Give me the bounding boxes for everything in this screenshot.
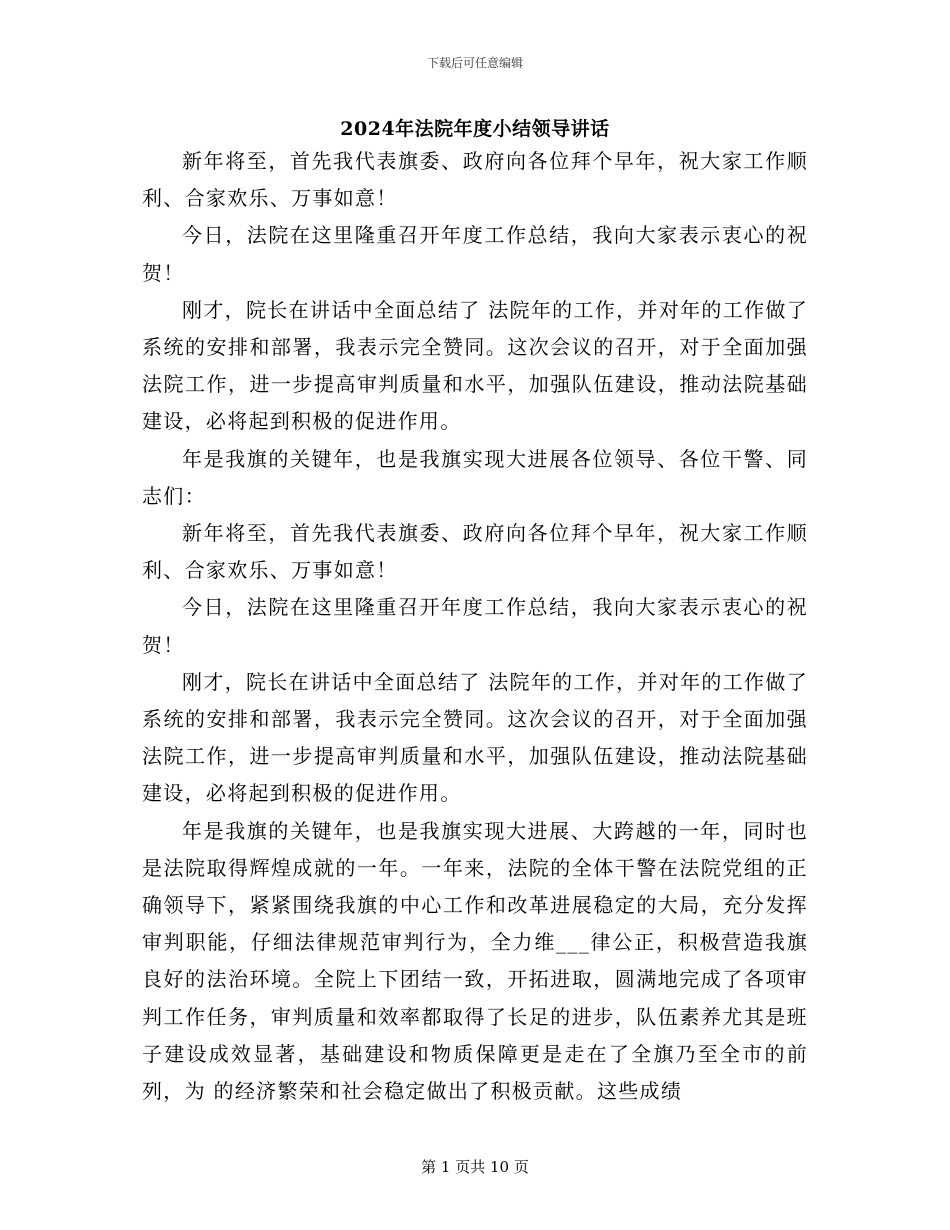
paragraph: 今日，法院在这里隆重召开年度工作总结，我向大家表示衷心的祝贺！: [142, 595, 808, 657]
paragraph: 刚才，院长在讲话中全面总结了 法院年的工作，并对年的工作做了系统的安排和部署，我表示完全赞同。这次会议的召开，对于全面加强 法院工作，进一步提高审判质量和水平，加强队伍建设，推动法院基础建设，必将起到积极的促进作用。: [142, 669, 808, 806]
paragraph: 新年将至，首先我代表旗委、政府向各位拜个早年，祝大家工作顺利、合家欢乐、万事如意！: [142, 149, 808, 211]
page-footer: 第 1 页共 10 页: [421, 1158, 529, 1176]
document-body: [142, 143, 808, 1110]
paragraph: 新年将至，首先我代表旗委、政府向各位拜个早年，祝大家工作顺利、合家欢乐、万事如意！: [142, 521, 808, 583]
page-header: 下载后可任意编辑: [426, 56, 523, 70]
paragraph: 今日，法院在这里隆重召开年度工作总结，我向大家表示衷心的祝贺！: [142, 223, 808, 285]
paragraph: 刚才，院长在讲话中全面总结了 法院年的工作，并对年的工作做了系统的安排和部署，我表示完全赞同。这次会议的召开，对于全面加强 法院工作，进一步提高审判质量和水平，加强队伍建设，推动法院基础建设，必将起到积极的促进作用。: [142, 297, 808, 434]
paragraph: 年是我旗的关键年，也是我旗实现大进展各位领导、各位干警、同志们：: [142, 446, 808, 508]
document-title: 2024年法院年度小结领导讲话: [340, 118, 610, 140]
paragraph: 年是我旗的关键年，也是我旗实现大进展、大跨越的一年，同时也是法院取得辉煌成就的一年。一年来，法院的全体干警在法院党组的正确领导下，紧紧围绕我旗的中心工作和改革进展稳定的大局，充分发挥审判职能，仔细法律规范审判行为，全力维___律公正，积极营造我旗良好的法治环境。全院上下团结一致，开拓进取，圆满地完成了各项审判工作任务，审判质量和效率都取得了长足的进步，队伍素养尤其是班子建设成效显著，基础建设和物质保障更是走在了全旗乃至全市的前列，为 的经济繁荣和社会稳定做出了积极贡献。这些成绩: [142, 818, 808, 1104]
